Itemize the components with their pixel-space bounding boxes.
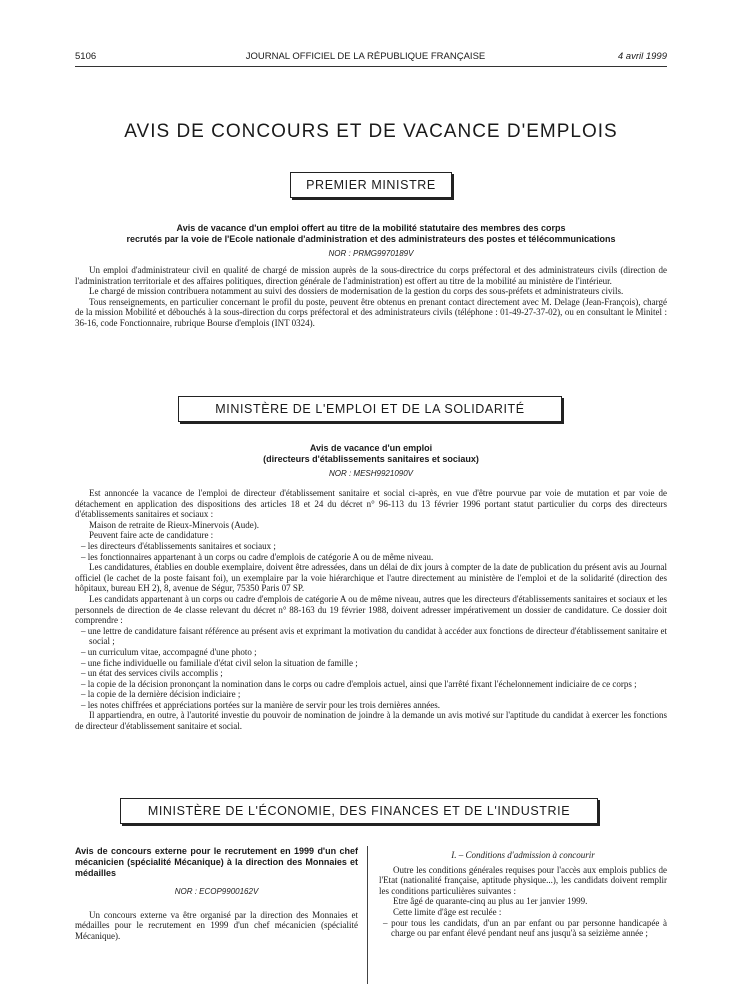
section-title: MINISTÈRE DE L'EMPLOI ET DE LA SOLIDARITÉ bbox=[215, 402, 525, 416]
nor-reference: NOR : ECOP9900162V bbox=[174, 887, 259, 896]
paragraph: Est annoncée la vacance de l'emploi de directeur d'établissement sanitaire et social ci-après, en vue d'être pourvue par voie de mutation et par voie de détachement en application des dispositions des articles 18 et 24 du décret n° 96-113 du 13 février 1996 portant statut particulier du corps des directeurs d'établissements sanitaires et sociaux : bbox=[75, 488, 667, 520]
paragraph: Les candidats appartenant à un corps ou cadre d'emplois de catégorie A ou de même niveau, autres que les directeurs d'établissements sanitaires et sociaux et les personnels de direction de 4e classe relevant du décret n° 88-163 du 19 février 1988, doivent adresser impérativement un dossier de candidature. Ce dossier doit comprendre : bbox=[75, 593, 667, 626]
list-item: – les notes chiffrées et appréciations portées sur la manière de servir pour les trois dernières années. bbox=[81, 699, 440, 710]
notice-title: Avis de concours externe pour le recrutement en 1999 d'un chef mécanicien (spécialité Mécanique) à la direction des Monnaies et médailles bbox=[75, 846, 358, 878]
paragraph: Un emploi d'administrateur civil en qualité de chargé de mission auprès de la sous-directrice du corps préfectoral et des administrateurs civils (direction de l'administration territoriale et des affaires politiques, direction générale de l'administration) est offert au titre de la mobilité au ministère de l'intérieur. bbox=[75, 265, 667, 286]
paragraph: Outre les conditions générales requises pour l'accès aux emplois publics de l'Etat (nationalité française, aptitude physique...), les candidats doivent remplir les conditions particulières suivantes : bbox=[379, 864, 667, 896]
list-item: – la copie de la décision prononçant la nomination dans le corps ou cadre d'emplois actuel, ainsi que l'arrêté fixant l'échelonnement indiciaire de ce corps ; bbox=[81, 678, 637, 689]
section-box-economie bbox=[120, 798, 598, 824]
list-item: – un curriculum vitae, accompagné d'une photo ; bbox=[81, 646, 257, 657]
list-item: – les fonctionnaires appartenant à un corps ou cadre d'emplois de catégorie A ou de même niveau. bbox=[81, 551, 434, 562]
paragraph: Cette limite d'âge est reculée : bbox=[393, 906, 502, 917]
nor-reference: NOR : PRMG9970189V bbox=[328, 249, 414, 258]
section-box-emploi-solidarite bbox=[178, 396, 562, 422]
main-title: AVIS DE CONCOURS ET DE VACANCE D'EMPLOIS bbox=[124, 121, 618, 142]
notice-title-line1: Avis de vacance d'un emploi bbox=[309, 443, 433, 453]
paragraph: Les candidatures, établies en double exemplaire, doivent être adressées, dans un délai de dix jours à compter de la date de publication du présent avis au Journal officiel (le cachet de la poste faisant foi), un exemplaire par la voie hiérarchique et l'autre directement au ministère de l'emploi et de la solidarité (direction des hôpitaux, bureau EH 2), 8, avenue de Ségur, 75350 Paris 07 SP. bbox=[75, 562, 667, 594]
paragraph: Tous renseignements, en particulier concernant le profil du poste, peuvent être obtenus en prenant contact directement avec M. Delage (Jean-François), chargé de la mission Mobilité et débouchés à la sous-direction du corps préfectoral et des administrateurs civils (téléphone : 01-49-27-37-02), ou en consultant le Minitel : 36-16, code Fonctionnaire, rubrique Bourse d'emplois (INT 0324). bbox=[75, 296, 667, 328]
header-rule bbox=[75, 66, 667, 67]
subsection-heading: I. – Conditions d'admission à concourir bbox=[451, 850, 595, 860]
list-item: – une fiche individuelle ou familiale d'état civil selon la situation de famille ; bbox=[81, 657, 358, 668]
column-divider bbox=[367, 846, 368, 984]
page-number: 5106 bbox=[75, 51, 97, 62]
section-title: PREMIER MINISTRE bbox=[306, 178, 436, 192]
paragraph: Le chargé de mission contribuera notamment au suivi des dossiers de modernisation de la gestion du corps des sous-préfets et administrateurs civils. bbox=[89, 286, 624, 297]
notice-body bbox=[75, 488, 667, 732]
paragraph: Un concours externe va être organisé par la direction des Monnaies et médailles pour le recrutement en 1999 d'un chef mécanicien (spécialité Mécanique). bbox=[75, 909, 358, 941]
paragraph: Peuvent faire acte de candidature : bbox=[89, 530, 214, 541]
list-item: – une lettre de candidature faisant référence au présent avis et exprimant la motivation du candidat à accéder aux fonctions de directeur d'établissement sanitaire et social ; bbox=[81, 625, 667, 647]
list-item: – un état des services civils accomplis ; bbox=[81, 668, 223, 679]
section-title: MINISTÈRE DE L'ÉCONOMIE, DES FINANCES ET DE L'INDUSTRIE bbox=[147, 804, 571, 818]
list-item: – la copie de la dernière décision indiciaire ; bbox=[81, 689, 241, 700]
left-column bbox=[75, 846, 358, 941]
section-box-premier-ministre bbox=[290, 172, 452, 198]
list-item: – les directeurs d'établissements sanitaires et sociaux ; bbox=[81, 540, 276, 551]
paragraph: Maison de retraite de Rieux-Minervois (Aude). bbox=[89, 519, 259, 530]
paragraph: Etre âgé de quarante-cinq au plus au 1er janvier 1999. bbox=[393, 896, 588, 907]
notice-title-line2: (directeurs d'établissements sanitaires et sociaux) bbox=[263, 454, 479, 464]
notice-title-line1: Avis de vacance d'un emploi offert au titre de la mobilité statutaire des membres des corps bbox=[176, 223, 566, 233]
issue-date: 4 avril 1999 bbox=[617, 51, 667, 62]
notice-body bbox=[75, 265, 667, 329]
nor-reference: NOR : MESH9921090V bbox=[328, 469, 414, 478]
notice-title-line2: recrutés par la voie de l'Ecole nationale d'administration et des administrateurs des postes et télécommunications bbox=[126, 234, 616, 244]
list-item: – pour tous les candidats, d'un an par enfant ou par personne handicapée à charge ou par enfant élevé pendant neuf ans jusqu'à sa seizième année ; bbox=[383, 917, 667, 939]
journal-name: JOURNAL OFFICIEL DE LA RÉPUBLIQUE FRANÇAISE bbox=[245, 51, 486, 62]
right-column bbox=[379, 850, 667, 939]
paragraph: Il appartiendra, en outre, à l'autorité investie du pouvoir de nomination de joindre à la demande un avis motivé sur l'aptitude du candidat à exercer les fonctions de directeur d'établissement sanitaire et social. bbox=[75, 710, 667, 732]
